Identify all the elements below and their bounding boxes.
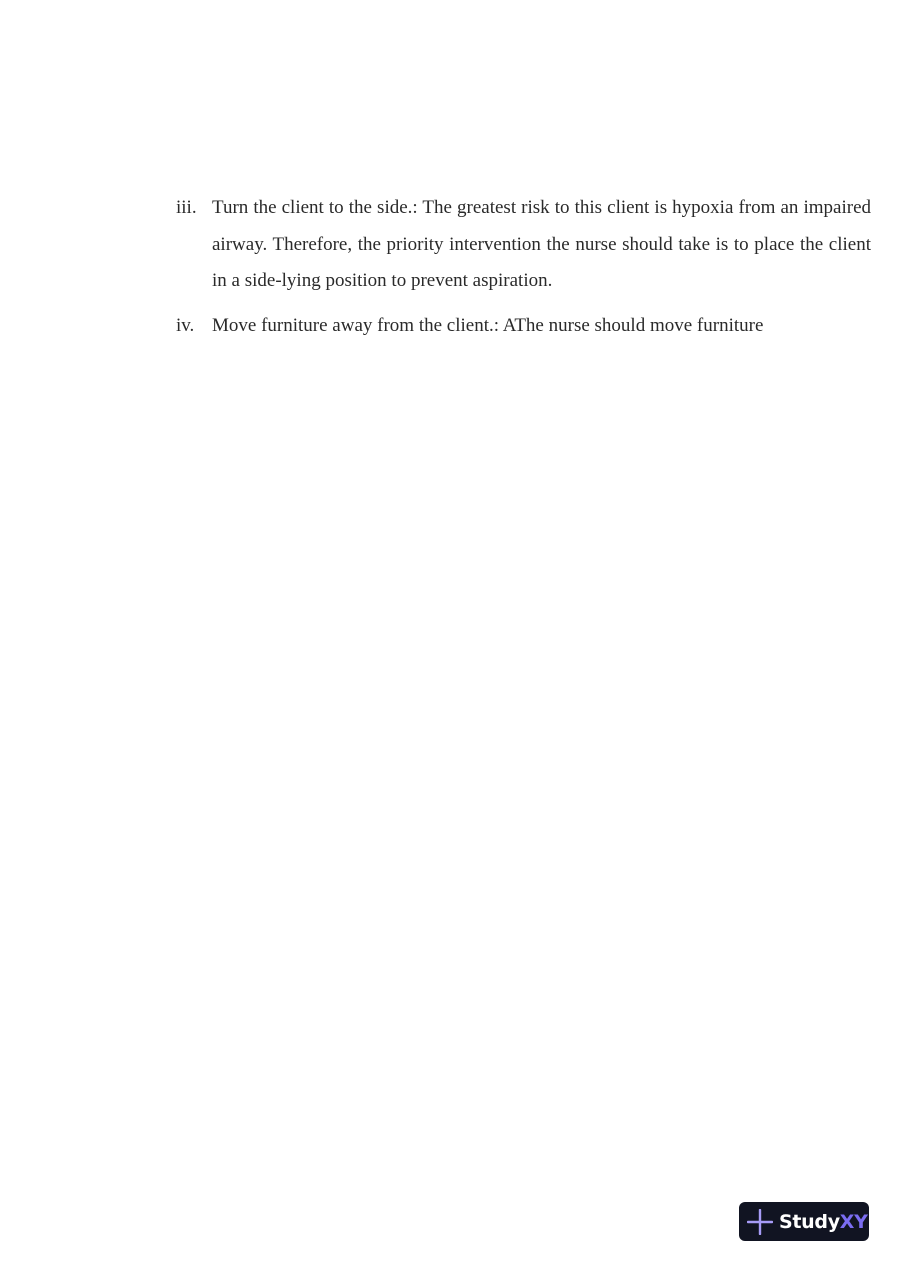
- list-marker: iv.: [176, 314, 195, 336]
- answer-list: [176, 190, 871, 344]
- logo-text-accent: XY: [839, 1210, 868, 1233]
- list-item: [176, 308, 871, 345]
- list-marker: iii.: [176, 197, 197, 218]
- list-item: [176, 190, 871, 300]
- list-item-text: Turn the client to the side.: The greatest risk to this client is hypoxia from an impaired airway. Therefore, the priority intervention the nurse should take is to place the client in a side-lying position to prevent aspiration.: [212, 197, 871, 291]
- plus-sparkle-icon: [747, 1209, 773, 1235]
- studyxy-logo: [739, 1202, 869, 1241]
- list-item-text: Move furniture away from the client.: AThe nurse should move furniture: [212, 314, 764, 336]
- logo-text-main: Study: [779, 1210, 840, 1233]
